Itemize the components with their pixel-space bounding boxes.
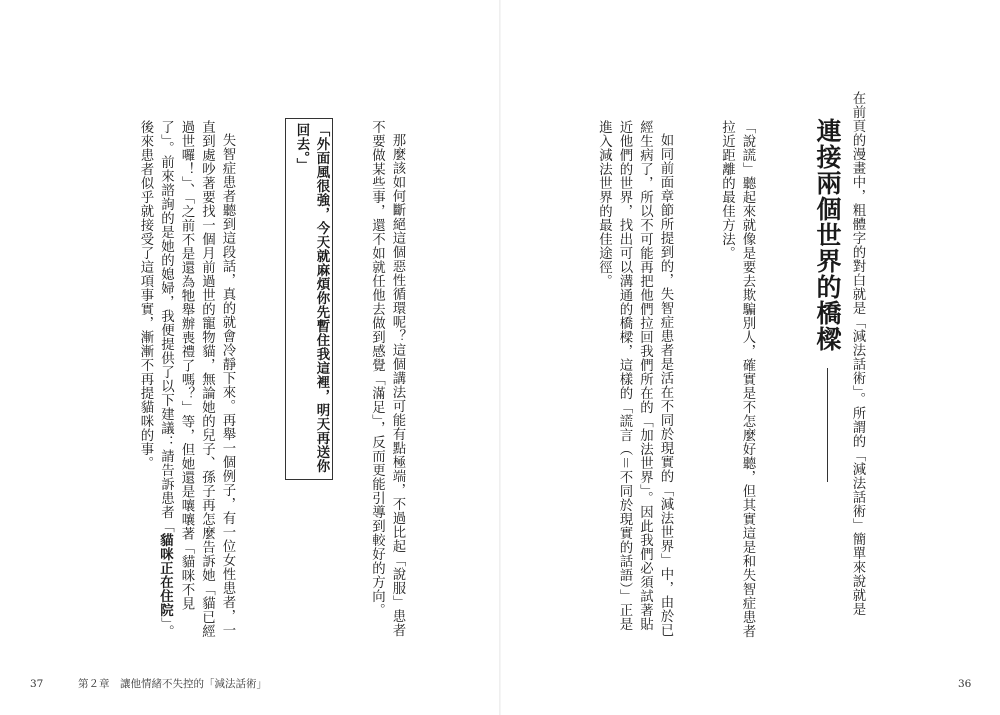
page-number-left: 37 xyxy=(30,678,44,690)
paragraph: 那麼該如何斷絕這個惡性循環呢？這個講法可能有點極端，不過比起「說服」患者不要做某些事，還不如就任他去做到感覺「滿足」，反而更能引導到較好的方向。 xyxy=(369,120,405,638)
right-page-intro-column xyxy=(846,78,908,638)
highlight-quote: 「外面風很強，今天就麻煩你先暫住我這裡，明天再送你回去。」 xyxy=(294,123,330,473)
left-page-column-1 xyxy=(340,120,448,640)
section-heading xyxy=(810,118,844,638)
right-page-body-column xyxy=(566,120,798,640)
intro-paragraph: 在前頁的漫畫中，粗體字的對白就是「減法話術」。所謂的「減法話術」簡單來說就是 xyxy=(850,91,865,617)
left-page-column-2 xyxy=(100,120,278,640)
paragraph xyxy=(135,120,238,640)
highlight-quote-box xyxy=(285,118,333,480)
paragraph: 「說謊」聽起來就像是要去欺騙別人，確實是不怎麼好聽，但其實這是和失智症患者拉近距離的最佳方法。 xyxy=(719,120,755,638)
heading-rule xyxy=(827,368,828,482)
running-head: 第２章 讓他情緒不失控的「減法話術」 xyxy=(78,678,267,690)
paragraph-text: 」。後來患者似乎就接受了這項事實，漸漸不再提貓咪的事。 xyxy=(138,120,174,639)
paragraph: 如同前面章節所提到的，失智症患者是活在不同於現實的「減法世界」中，由於已經生病了，所以不可能再把他們拉回我們所在的「加法世界」。因此我們必須試著貼近他們的世界，找出可以溝通的橋樑，這樣的「謊言（＝不同於現實的話語）」正是進入減法世界的最佳途徑。 xyxy=(596,120,673,638)
section-heading-text: 連接兩個世界的橋樑 xyxy=(813,118,842,352)
page-number-right: 36 xyxy=(958,678,972,690)
page-gutter xyxy=(499,0,501,715)
bold-phrase: 貓咪正在住院 xyxy=(157,533,174,618)
paragraph-text: 失智症患者聽到這段話，真的就會冷靜下來。再舉一個例子，有一位女性患者，一直到處吵著要找一個月前過世的寵物貓，無論她的兒子、孫子再怎麼告訴她「貓已經過世囉！」、「之前不是還為牠舉辦喪禮了嗎？」等，但她還是嚷嚷著「貓咪不見了」。前來諮詢的是她的媳婦，我便提供了以下建議：請告訴患者「 xyxy=(158,120,235,638)
